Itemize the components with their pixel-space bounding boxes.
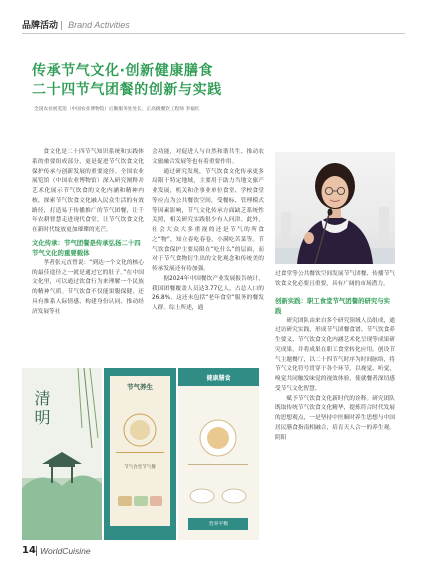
speaker-photo <box>275 152 395 264</box>
article-title-line1: 传承节气文化·创新健康膳食 <box>32 63 214 79</box>
article-title-line2: 二十四节气团餐的创新与实践 <box>32 82 222 98</box>
paragraph: 过食堂等公共餐饮空间发展节气团餐、传播节气饮食文化必要且重要，具有广阔的市场潜力。 <box>275 271 395 287</box>
speaker-illustration <box>275 152 395 264</box>
section-name-en: Brand Activities <box>68 20 130 30</box>
poster-center-caption: 节气食堂节气餐 <box>124 465 156 470</box>
paragraph: 通过研究发现，节气饮食文化传承更多局限于特定地域，主要用于助力当地文旅产业发展，机关和企事业单位食堂、学校食堂等应点为公共餐饮空间，受餐标、管理模式等因素影响，节气文化传承方面缺乏系统性关照，相关研究实践很少有人问津。此外，社会大众大多重视的还是节气的所食之“物”，知立春吃春卷，小满吃苦菜等。节气饮食保护主要局限在“吃什么”的层面，而对于节气食物衍生出的文化观念和传统美的传承发展还有待加强。 <box>152 168 264 272</box>
poster-qingming-title: 清明 <box>32 390 51 428</box>
paragraph: 研究团队由来自多个研究领域人员组成，通过访研究实践，形成节气团餐食谱、节气饮食养生要义、节气饮食文化内涵艺术化呈现等成果研究成果，并将成果在职工食堂转化应用。创设节气主题餐厅，以二十四节气时序为时间脉络，将节气文化符号贯穿于各个环节，以视觉、听觉、嗅觉共同触发味觉的视效体验，使就餐者深切感受节气文化智慧。 <box>275 317 395 392</box>
header-rule <box>22 33 405 34</box>
poster-center-title: 节气养生 <box>127 383 153 391</box>
section-header <box>22 18 130 31</box>
paragraph: 赋予节气饮食文化新时代的诠释。研究团队既取传统节气饮食文化精华，提炼符合时代发展的思想观点，一是坚持中医顺时养生思想与中国居民膳食指南相融合，培育天人合一的养生观。阴阳 <box>275 395 395 441</box>
paragraph: 孝者张元直曾说：“到达一个文化的核心的最佳途径之一就是通过它的肚子。”在中国文化里，可以通过饮食行为来理解一个民族的精神气质。节气饮食不仅能果腹保健，还具有推系人际情感、构建身份认同、推动经济发展等社 <box>32 259 144 315</box>
paragraph: 食文化是二十四节气知识系统和实践体系的重要组成部分，更是促进节气饮食文化保护传承与创新发展的重要途径。全国农业展览馆（中国农业博物馆）深入研究阐释并艺术化展示节气饮食的文化内涵和精神内核，探索节气饮食文化融入民众生活的有效路径，打造易于传播推广的节气团餐，让千年农耕智慧走进现代食堂，让节气饮食文化在新时代绽放更加璀璨的光芒。 <box>32 149 144 233</box>
column-3 <box>275 270 395 443</box>
column-2 <box>152 148 264 314</box>
poster-right-title: 健康膳食 <box>206 375 231 382</box>
column-1 <box>32 148 144 317</box>
subheading: 文化传承：节气团餐是传承弘扬二十四节气文化的重要载体 <box>32 238 141 257</box>
byline: 全国农业展览馆（中国农业博物馆）后勤服务处处长、正高级餐饮工程师 李福红 <box>34 107 200 112</box>
paragraph: 据2024年中国餐饮产业发展报告统计，我国团餐覆盖人员达3.77亿人，占总人口的26.8%，这还未包括“老年食堂”服务的餐发人群。综上所述，通 <box>152 275 264 311</box>
subheading: 创新实践：职工食堂节气团餐的研究与实践 <box>275 296 391 315</box>
poster-illustration <box>22 368 259 540</box>
section-name: 品牌活动 <box>22 21 59 31</box>
footer-divider <box>36 546 37 556</box>
paragraph: 会功能，对促进人与自然和谐共生、推动农文旅融合发展等也有着重要作用。 <box>152 149 264 165</box>
poster-right-caption: 营养平衡 <box>208 522 229 527</box>
magazine-name: WorldCuisine <box>40 546 91 556</box>
solar-term-posters <box>22 368 259 540</box>
page-number: 14 <box>22 545 36 556</box>
section-divider: | <box>60 21 64 31</box>
